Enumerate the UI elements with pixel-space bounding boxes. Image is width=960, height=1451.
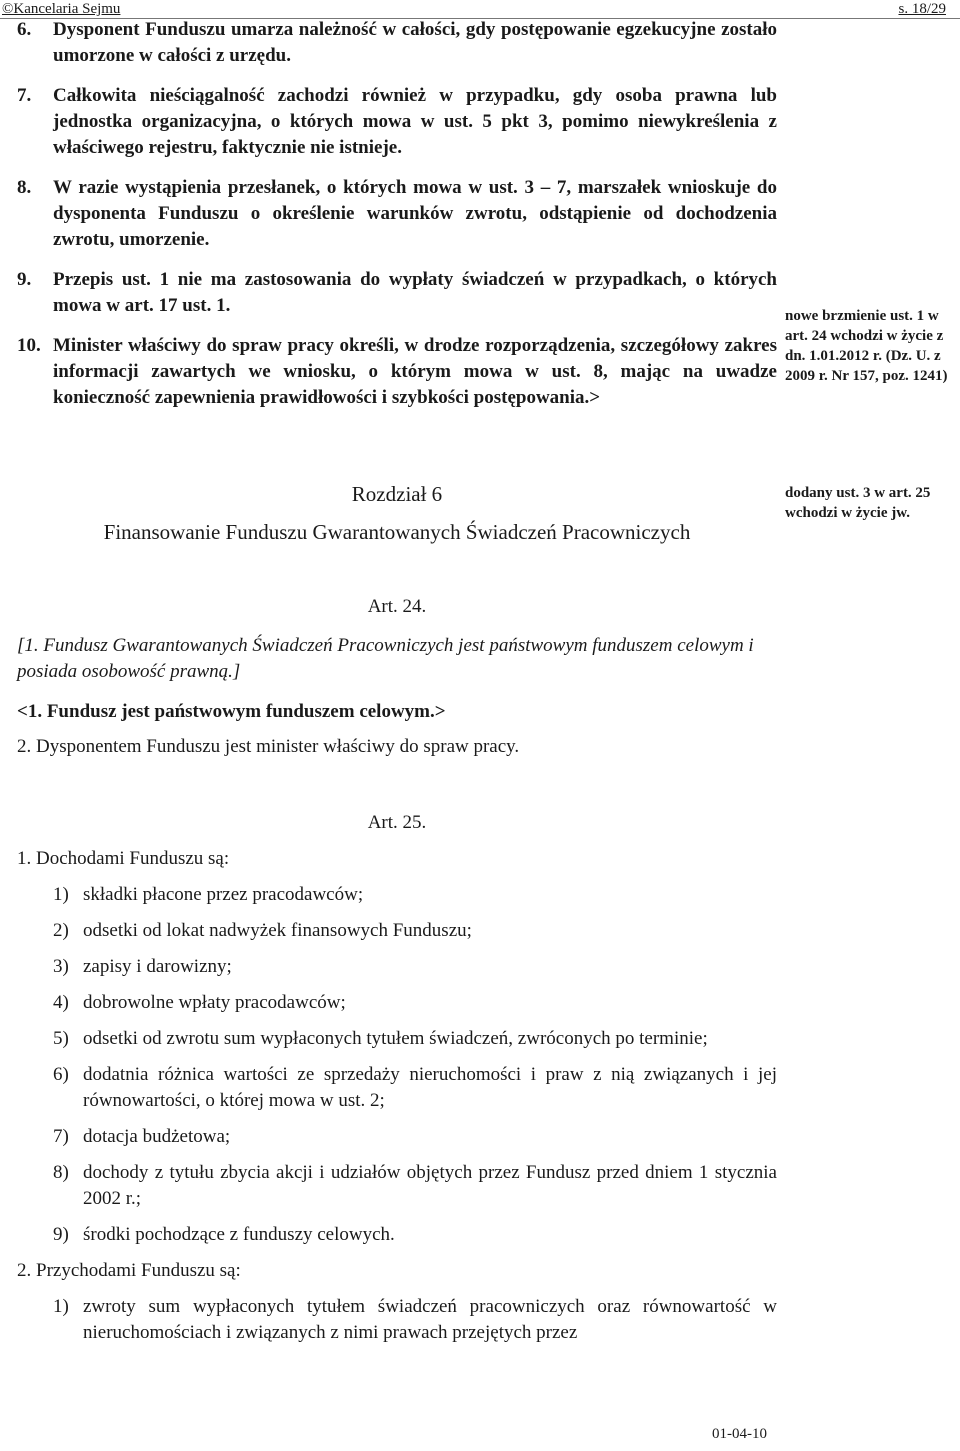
list-item: 5) odsetki od zwrotu sum wypłaconych tytułem świadczeń, zwróconych po terminie; — [53, 1028, 708, 1049]
art-25-ust-1 — [17, 846, 777, 1356]
list-item: 1) składki płacone przez pracodawców; — [53, 884, 364, 905]
point-8: 8. W razie wystąpienia przesłanek, o których mowa w ust. 3 – 7, marszałek wnioskuje do dysponenta Funduszu o określenie warunków zwrotu, odstąpienie od dochodzenia zwrotu, umorzenie. — [17, 177, 777, 250]
art-25-heading: Art. 25. — [367, 812, 427, 833]
list-item: 8) dochody z tytułu zbycia akcji i udziałów objętych przez Fundusz przed dniem 1 stycznia 2002 r.; — [53, 1162, 777, 1209]
art-24-old-ust-1: [1. Fundusz Gwarantowanych Świadczeń Pracowniczych jest państwowym funduszem celowym i posiada osobowość prawną.] — [17, 635, 754, 682]
footer-date: 01-04-10 — [712, 1426, 767, 1442]
amended-points — [17, 17, 777, 425]
side-note-amendment: nowe brzmienie ust. 1 w art. 24 wchodzi w życie z dn. 1.01.2012 r. (Dz. U. z 2009 r. Nr 157, poz. 1241) — [785, 308, 948, 384]
art-25-ust-1-intro: 1. Dochodami Funduszu są: — [17, 848, 230, 869]
list-item: 7) dotacja budżetowa; — [53, 1126, 231, 1147]
page-number[interactable]: s. 18/29 — [898, 1, 946, 17]
chapter-subtitle: Finansowanie Funduszu Gwarantowanych Świadczeń Pracowniczych — [103, 520, 691, 544]
header-copyright[interactable] — [2, 1, 120, 18]
list-item: 9) środki pochodzące z funduszy celowych. — [53, 1224, 395, 1245]
side-note-added: dodany ust. 3 w art. 25 wchodzi w życie jw. — [785, 485, 931, 521]
list-item: 2) odsetki od lokat nadwyżek finansowych Funduszu; — [53, 920, 472, 941]
copyright-link[interactable]: ©Kancelaria Sejmu — [2, 1, 121, 17]
list-item: 3) zapisy i darowizny; — [53, 956, 232, 977]
list-item: 1) zwroty sum wypłaconych tytułem świadczeń pracowniczych oraz równowartość w nieruchomościach i związanych z nimi prawach przejętych przez — [53, 1296, 777, 1343]
list-item: 6) dodatnia różnica wartości ze sprzedaży nieruchomości i praw z nią związanych i jej równowartości, o której mowa w ust. 2; — [53, 1064, 777, 1111]
art-25-ust-2-intro: 2. Przychodami Funduszu są: — [17, 1260, 241, 1281]
point-6: 6. Dysponent Funduszu umarza należność w całości, gdy postępowanie egzekucyjne zostało umorzone w całości z urzędu. — [17, 19, 777, 66]
point-9: 9. Przepis ust. 1 nie ma zastosowania do wypłaty świadczeń w przypadkach, o których mowa w art. 17 ust. 1. — [17, 269, 777, 316]
list-item: 4) dobrowolne wpłaty pracodawców; — [53, 992, 346, 1013]
art-24-ust-2: 2. Dysponentem Funduszu jest minister właściwy do spraw pracy. — [17, 736, 520, 757]
point-7: 7. Całkowita nieściągalność zachodzi również w przypadku, gdy osoba prawna lub jednostka organizacyjna, o których mowa w ust. 5 pkt 3, pomimo niewykreślenia z właściwego rejestru, faktycznie nie istnieje. — [17, 85, 777, 158]
art-24-heading: Art. 24. — [367, 596, 427, 617]
art-24-new-ust-1: <1. Fundusz jest państwowym funduszem celowym.> — [17, 701, 446, 722]
chapter-title: Rozdział 6 — [351, 482, 443, 506]
point-10: 10. Minister właściwy do spraw pracy określi, w drodze rozporządzenia, szczegółowy zakres informacji zawartych we wniosku, o którym mowa w ust. 8, mając na uwadze konieczność zapewnienia prawidłowości i szybkości postępowania.> — [17, 335, 777, 408]
